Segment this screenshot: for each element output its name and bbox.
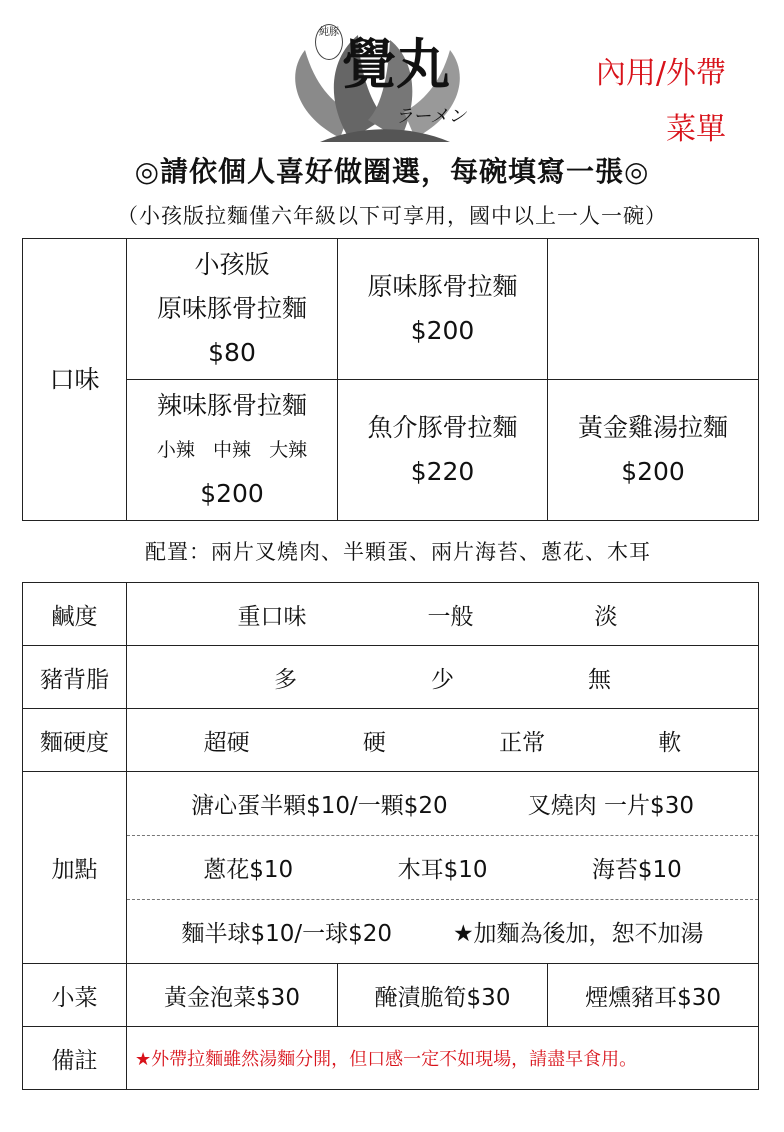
flavor-kids-tonkotsu[interactable] bbox=[127, 239, 338, 380]
flavor-name: 魚介豚骨拉麵 bbox=[367, 413, 518, 442]
spice-levels bbox=[127, 428, 337, 472]
remarks-text: ★外帶拉麵雖然湯麵分開，但口感一定不如現場，請盡早食用。 bbox=[127, 1027, 759, 1090]
addon-chashu[interactable]: 叉燒肉 一片$30 bbox=[527, 793, 694, 819]
addon-noodle[interactable]: 麵半球$10/一球$20 bbox=[181, 921, 393, 947]
options-table bbox=[22, 582, 759, 1090]
logo-name: 覺丸 bbox=[342, 32, 450, 96]
flavor-price: $200 bbox=[200, 479, 264, 508]
service-type bbox=[596, 46, 726, 158]
flavor-name: 辣味豚骨拉麵 bbox=[156, 391, 307, 420]
flavor-label: 口味 bbox=[23, 239, 127, 521]
sides-label: 小菜 bbox=[23, 964, 127, 1027]
side-kimchi[interactable]: 黃金泡菜$30 bbox=[127, 964, 338, 1027]
flavor-price: $200 bbox=[410, 316, 475, 345]
instruction-title: ◎請依個人喜好做圈選，每碗填寫一張◎ bbox=[134, 155, 650, 188]
kids-label: 小孩版 bbox=[194, 250, 270, 279]
logo bbox=[270, 20, 500, 145]
kids-note: （小孩版拉麵僅六年級以下可享用，國中以上一人一碗） bbox=[117, 204, 667, 228]
flavor-empty-cell bbox=[548, 239, 759, 380]
salty-heavy[interactable]: 重口味 bbox=[237, 603, 307, 630]
hardness-extra-firm[interactable]: 超硬 bbox=[203, 729, 250, 756]
hardness-normal[interactable]: 正常 bbox=[499, 729, 546, 756]
flavor-spicy-tonkotsu[interactable] bbox=[127, 380, 338, 521]
addon-woodear[interactable]: 木耳$10 bbox=[397, 857, 488, 883]
logo-seal: 純豚 bbox=[315, 24, 343, 60]
spice-hot[interactable]: 大辣 bbox=[269, 439, 308, 461]
fat-none[interactable]: 無 bbox=[588, 666, 611, 693]
fat-less[interactable]: 少 bbox=[431, 666, 454, 693]
salty-light[interactable]: 淡 bbox=[594, 603, 618, 630]
hardness-firm[interactable]: 硬 bbox=[362, 729, 386, 756]
addon-egg[interactable]: 溏心蛋半顆$10/一顆$20 bbox=[191, 793, 448, 819]
flavor-original-tonkotsu[interactable] bbox=[338, 239, 548, 380]
spice-medium[interactable]: 中辣 bbox=[212, 439, 251, 461]
side-pig-ear[interactable]: 煙燻豬耳$30 bbox=[548, 964, 759, 1027]
flavor-name: 原味豚骨拉麵 bbox=[156, 294, 307, 323]
flavor-price: $220 bbox=[410, 457, 475, 486]
dining-label: 內用/外帶 bbox=[595, 56, 726, 91]
flavor-seafood-tonkotsu[interactable] bbox=[338, 380, 548, 521]
fat-more[interactable]: 多 bbox=[274, 666, 297, 693]
flavor-price: $200 bbox=[621, 457, 685, 486]
flavor-table bbox=[22, 238, 759, 521]
menu-label: 菜單 bbox=[666, 112, 726, 147]
spice-mild[interactable]: 小辣 bbox=[156, 439, 195, 461]
hardness-soft[interactable]: 軟 bbox=[658, 729, 682, 756]
hardness-label: 麵硬度 bbox=[23, 709, 127, 772]
addon-scallion[interactable]: 蔥花$10 bbox=[203, 857, 294, 883]
fat-label: 豬背脂 bbox=[23, 646, 127, 709]
flavor-name: 黃金雞湯拉麵 bbox=[577, 413, 728, 442]
addon-seaweed[interactable]: 海苔$10 bbox=[591, 857, 682, 883]
addons-label: 加點 bbox=[23, 772, 127, 964]
flavor-name: 原味豚骨拉麵 bbox=[367, 272, 518, 301]
flavor-price: $80 bbox=[208, 338, 256, 367]
remarks-label: 備註 bbox=[23, 1027, 127, 1090]
addon-noodle-note: ★加麵為後加，恕不加湯 bbox=[452, 921, 704, 947]
logo-katakana: ラーメン bbox=[395, 106, 467, 127]
side-bamboo[interactable]: 醃漬脆筍$30 bbox=[338, 964, 548, 1027]
flavor-golden-chicken[interactable] bbox=[548, 380, 759, 521]
salty-label: 鹹度 bbox=[23, 583, 127, 646]
configuration-note: 配置：兩片叉燒肉、半顆蛋、兩片海苔、蔥花、木耳 bbox=[145, 540, 651, 564]
salty-normal[interactable]: 一般 bbox=[427, 603, 474, 630]
